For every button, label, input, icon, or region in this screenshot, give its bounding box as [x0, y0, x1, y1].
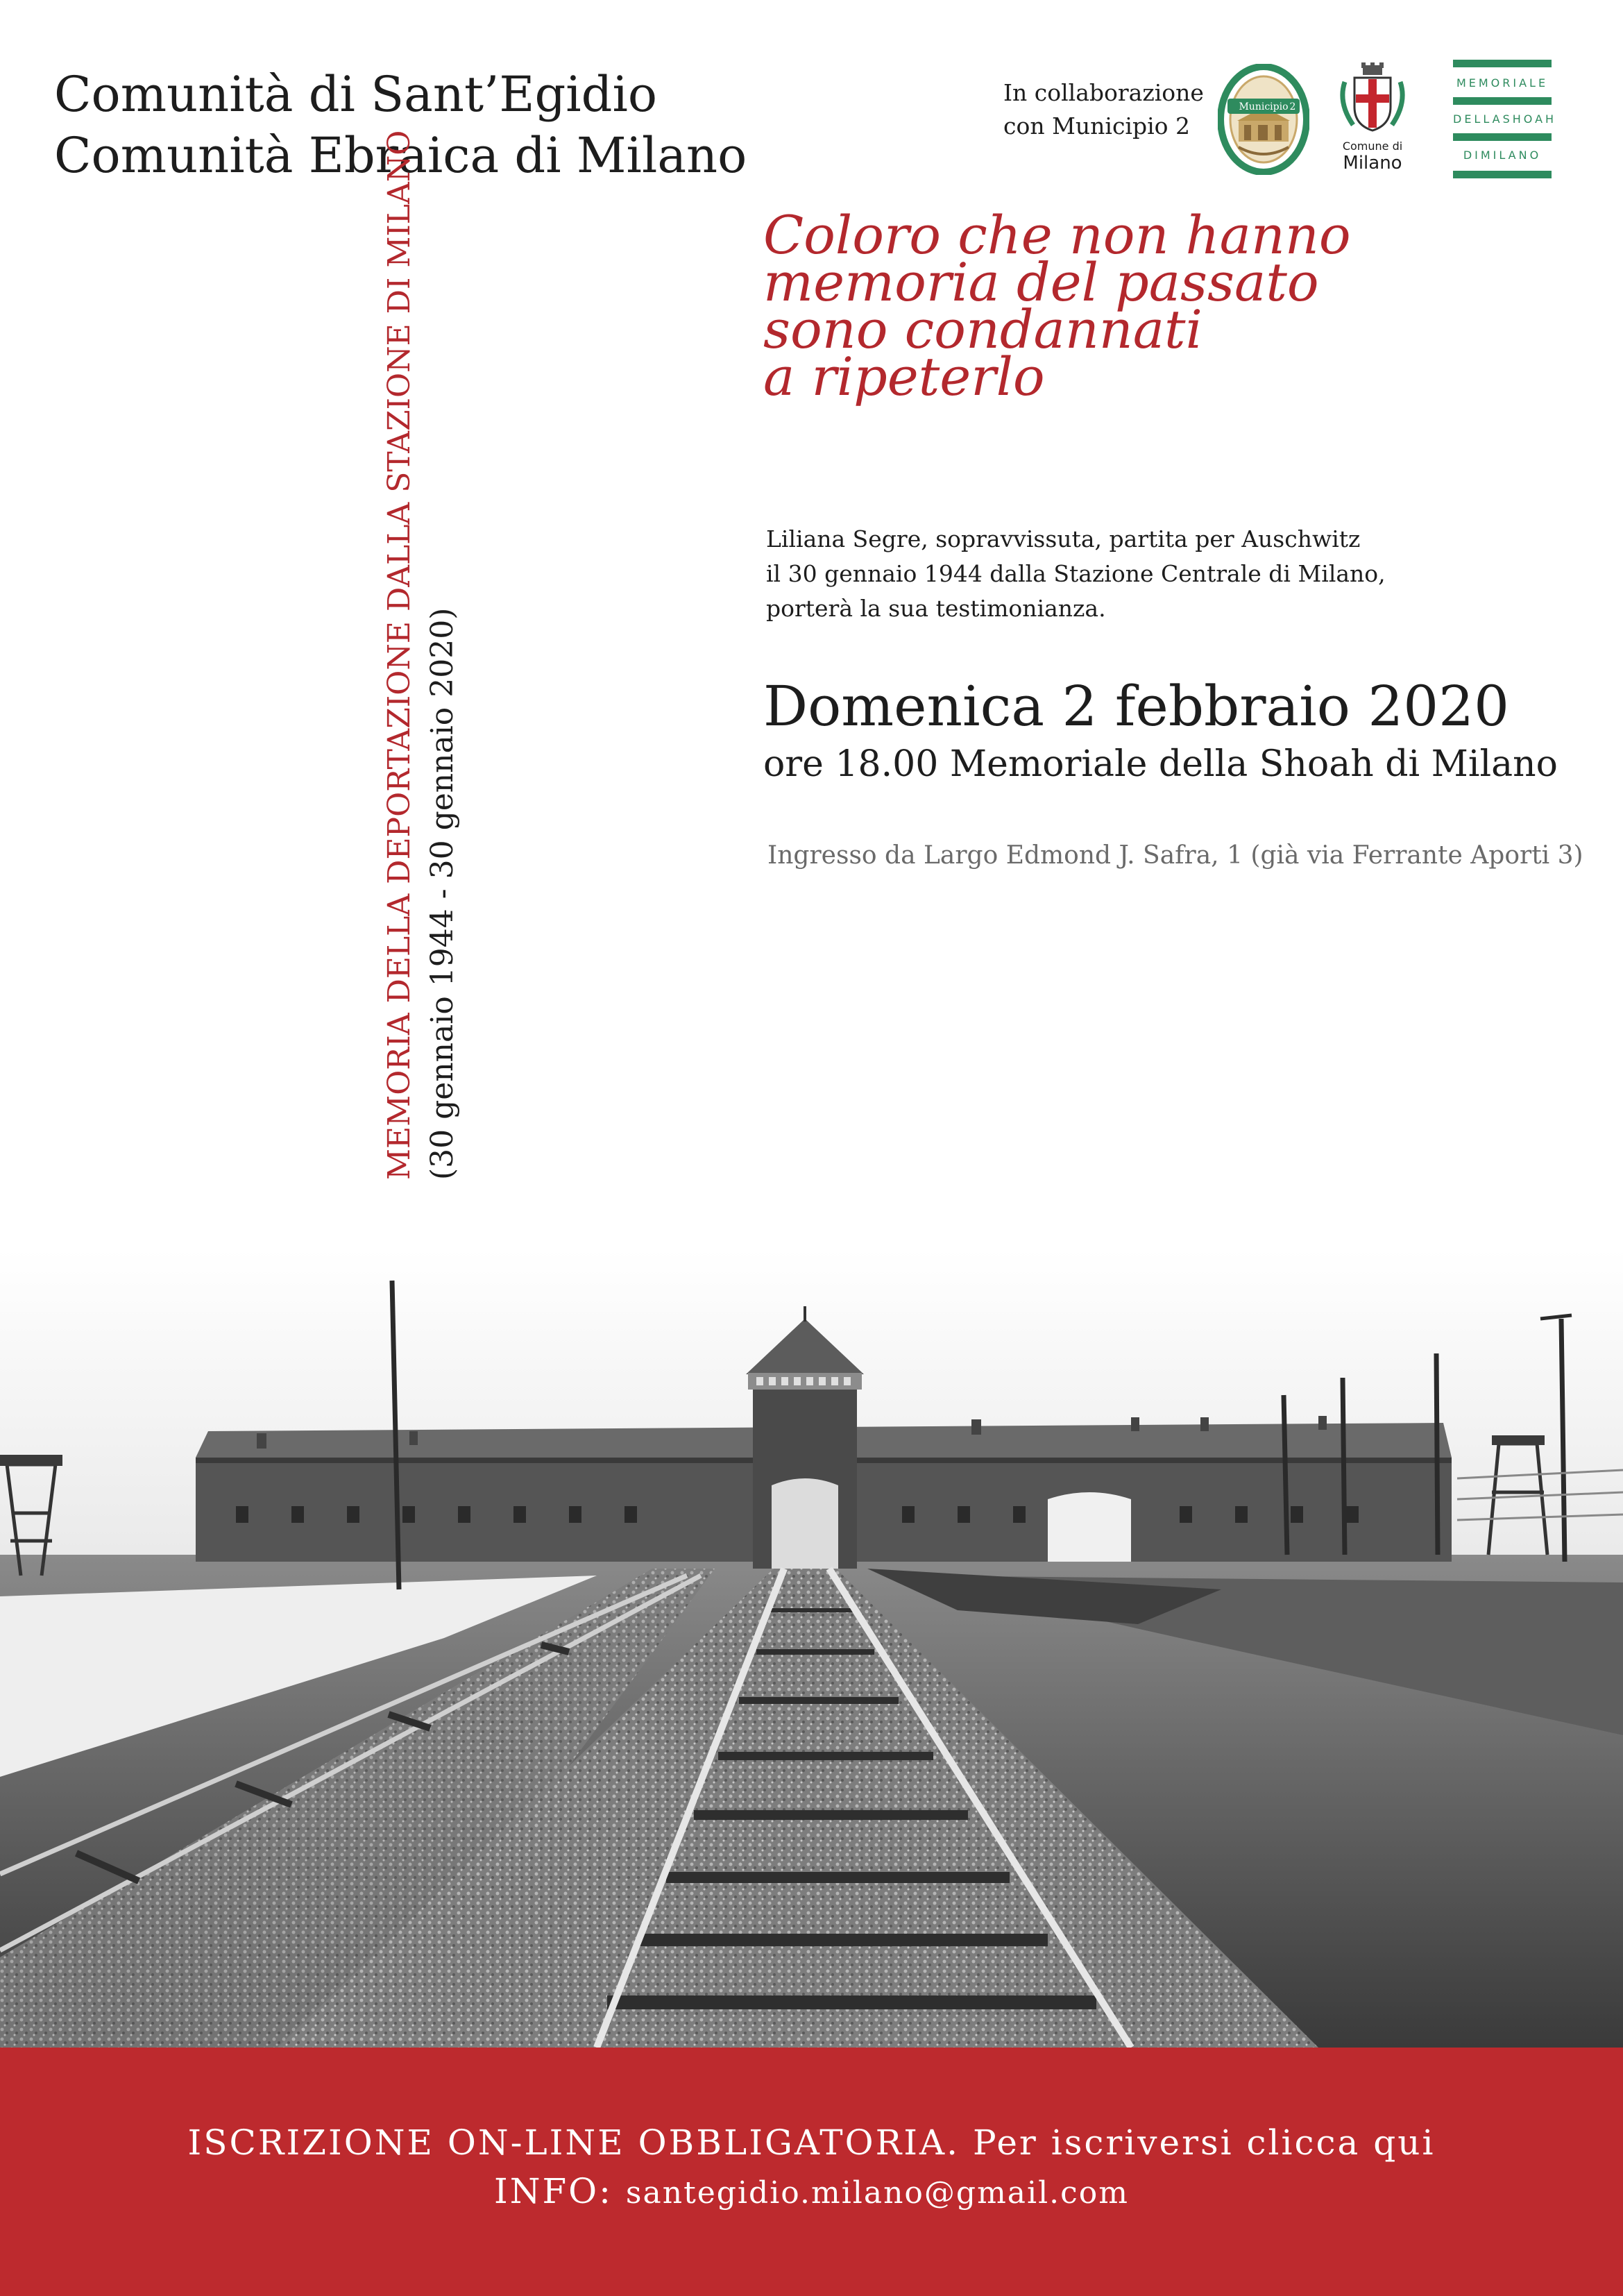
municipio-logo-number: 2 — [1289, 101, 1296, 112]
witness-line-2: il 30 gennaio 1944 dalla Stazione Centrale di Milano, — [766, 560, 1386, 587]
municipio-logo-label: Municipio — [1239, 101, 1289, 112]
vertical-memorial-title — [378, 130, 489, 1180]
witness-description — [766, 522, 1386, 626]
organizer-sant-egidio: Comunità di Sant’Egidio — [54, 66, 657, 123]
memoriale-logo-bar — [1453, 171, 1552, 178]
memoriale-logo-bar — [1453, 133, 1552, 141]
collab-line-1: In collaborazione — [1003, 79, 1204, 106]
registration-link[interactable]: ISCRIZIONE ON-LINE OBBLIGATORIA. Per iscriversi clicca qui — [187, 2122, 1436, 2163]
collaboration-note — [1003, 76, 1204, 143]
memoriale-logo-line-1: MEMORIALE — [1456, 76, 1549, 90]
comune-logo-line-2: Milano — [1343, 153, 1402, 174]
info-line — [0, 2167, 1623, 2218]
memoriale-logo-bar — [1453, 60, 1552, 67]
quote-line-2: memoria del passato — [763, 251, 1319, 313]
comune-logo-text — [1332, 139, 1413, 172]
organizer-comunita-ebraica: Comunità Ebraica di Milano — [54, 127, 747, 184]
footer-banner — [0, 2048, 1623, 2296]
railway-gate-photo — [0, 1249, 1623, 2048]
quote-line-1: Coloro che non hanno — [763, 204, 1351, 266]
memoriale-logo-line-2: DELLASHOAH — [1453, 112, 1557, 126]
quote-line-3: sono condannati — [763, 298, 1203, 360]
comune-logo-line-1: Comune di — [1342, 140, 1403, 153]
info-label: INFO — [493, 2171, 600, 2211]
quote-line-4: a ripeterlo — [763, 346, 1045, 407]
event-date: Domenica 2 febbraio 2020 — [763, 674, 1509, 738]
info-separator: : — [599, 2171, 626, 2211]
witness-line-1: Liliana Segre, sopravvissuta, partita per Auschwitz — [766, 525, 1361, 552]
vertical-title: MEMORIA DELLA DEPORTAZIONE DALLA STAZIONE DI MILANO — [382, 130, 417, 1180]
info-email-link[interactable]: santegidio.milano@gmail.com — [625, 2175, 1130, 2211]
witness-line-3: porterà la sua testimonianza. — [766, 595, 1106, 622]
collab-line-2: con Municipio 2 — [1003, 112, 1191, 140]
memoriale-shoah-logo — [1453, 60, 1557, 179]
vertical-dates: (30 gennaio 1944 - 30 gennaio 2020) — [425, 607, 460, 1180]
memoriale-logo-line-3: DIMILANO — [1463, 149, 1542, 162]
event-time-place: ore 18.00 Memoriale della Shoah di Milano — [763, 743, 1558, 785]
municipio-2-logo — [1218, 64, 1309, 175]
quote — [763, 204, 1351, 407]
memoriale-logo-bar — [1453, 97, 1552, 105]
event-entrance: Ingresso da Largo Edmond J. Safra, 1 (già via Ferrante Aporti 3) — [767, 841, 1583, 870]
comune-di-milano-logo — [1332, 61, 1413, 179]
